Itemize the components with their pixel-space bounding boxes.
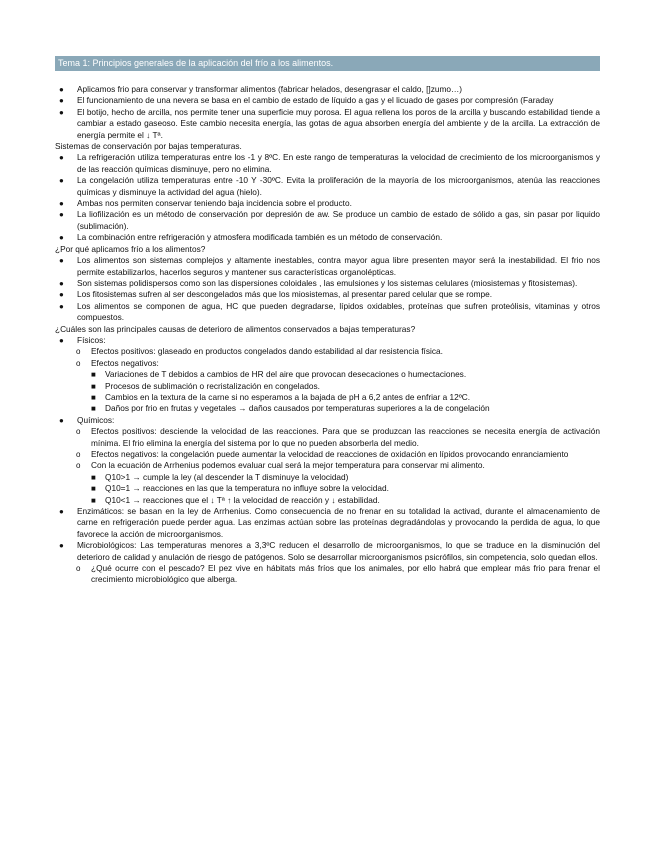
line-text: Aplicamos frio para conservar y transformar alimentos (fabricar helados, desengrasar el caldo, []zumo…) (77, 84, 463, 94)
line-text: Efectos negativos: la congelación puede aumentar la velocidad de reacciones de oxidación en lípidos provocando enranciamiento (91, 449, 569, 459)
line-text: Sistemas de conservación por bajas temperaturas. (55, 141, 242, 152)
bullet-marker: o (76, 347, 81, 357)
line-text: Microbiológicos: Las temperaturas menores a 3,3ºC reducen el desarrollo de microorganismos, lo que se traduce en la disminución del deterioro de calidad y anulación de riesgo de patógenos. Solo se desarrollar microorganismos psicrófilos, sin competencia, solo quedan ellos. (77, 540, 600, 562)
line-text: La combinación entre refrigeración y atmosfera modificada también es un método de conservación. (77, 232, 443, 243)
sub-bullet-item (55, 426, 600, 449)
bullet-marker: ■ (91, 370, 96, 380)
bullet-marker: ● (59, 290, 64, 300)
sub-bullet-item (55, 563, 600, 586)
line-text: Procesos de sublimación o recristalización en congelados. (105, 380, 320, 391)
bullet-marker: ● (59, 507, 64, 517)
bullet-marker: ● (59, 85, 64, 94)
line-text: Los alimentos se componen de agua, HC que pueden degradarse, lípidos oxidables, proteínas que sufren proteólisis, vitaminas y otros compuestos. (77, 300, 600, 323)
sub-bullet-item (55, 358, 600, 369)
bullet-item (55, 175, 600, 198)
bullet-marker: ● (59, 278, 64, 288)
bullet-item (55, 255, 600, 278)
line-text: Cambios en la textura de la carne si no esperamos a la bajada de pH a 6,2 antes de enfriar a 12ºC. (105, 391, 471, 402)
line-text: Efectos negativos: (91, 357, 159, 368)
bullet-item (55, 335, 600, 346)
bullet-marker: ● (59, 107, 64, 117)
line-text: Con la ecuación de Arrhenius podemos evaluar cual será la mejor temperatura para conservar mi alimento. (91, 460, 485, 471)
line-text: ¿Cuáles son las principales causas de deterioro de alimentos conservados a bajas temperaturas? (55, 323, 416, 334)
bullet-marker: ■ (91, 404, 96, 414)
section-heading (55, 244, 600, 255)
bullet-marker: o (76, 450, 81, 459)
sub-sub-bullet-item (55, 369, 600, 380)
bullet-marker: ■ (91, 484, 96, 494)
line-text: Ambas nos permiten conservar teniendo baja incidencia sobre el producto. (77, 198, 352, 209)
bullet-marker: ● (59, 301, 64, 311)
line-text: Q10>1 → cumple la ley (al descender la T disminuye la velocidad) (105, 471, 349, 482)
bullet-marker: ● (59, 96, 64, 106)
sub-sub-bullet-item (55, 495, 600, 506)
bullet-marker: ● (59, 256, 64, 266)
line-text: Enzimáticos: se basan en la ley de Arrhenius. Como consecuencia de no frenar en su totalidad la activad, durante el almacenamiento de carne en refrigeración puede perder agua. Las enzimas actúan sobre las proteínas degradándolas y provocando la perdida de agua, lo que favorece la acción de microorganismos. (77, 506, 600, 539)
sub-sub-bullet-item (55, 472, 600, 483)
line-text: Los alimentos son sistemas complejos y altamente inestables, contra mayor agua libre presenten mayor será la inestabilidad. El frio nos permite estabilizarlos, hacerlos seguros y mantener sus características organolépticas. (77, 255, 600, 277)
bullet-item (55, 232, 600, 243)
line-text: La liofilización es un método de conservación por depresión de aw. Se produce un cambio de estado de sólido a gas, sin pasar por liquido (sublimación). (77, 209, 600, 231)
line-text: El botijo, hecho de arcilla, nos permite tener una superficie muy porosa. El agua rellena los poros de la arcilla y buscando estabilidad tiende a cambiar a estado gaseoso. Este cambio necesita energía, las gotas de agua absorben energía del ambiente y de la arcilla. La extracción de energía permite el ↓ Tª. (77, 106, 600, 140)
bullet-marker: ● (59, 176, 64, 186)
line-text: El funcionamiento de una nevera se basa en el cambio de estado de líquido a gas y el licuado de gases por compresión (Faraday (77, 95, 554, 106)
bullet-marker: ● (59, 199, 64, 209)
bullet-item (55, 289, 600, 300)
line-text: Q10=1 → reacciones en las que la temperatura no influye sobre la velocidad. (105, 483, 389, 494)
bullet-marker: ● (59, 335, 64, 345)
bullet-item (55, 209, 600, 232)
line-text: La congelación utiliza temperaturas entre -10 Y -30ºC. Evita la proliferación de la mayoría de los microorganismos, atenúa las reacciones químicas y disminuye la actividad del agua (hielo). (77, 175, 600, 197)
section-heading (55, 141, 600, 152)
line-text: Son sistemas polidispersos como son las dispersiones coloidales , las emulsiones y los sistemas celulares (miosistemas y fitosistemas). (77, 277, 578, 288)
line-text: Variaciones de T debidos a cambios de HR del aire que provocan desecaciones o humectaciones. (105, 369, 467, 380)
line-text: Daños por frio en frutas y vegetales → daños causados por temperaturas superiores a la de congelación (105, 403, 490, 414)
bullet-marker: ● (59, 210, 64, 220)
line-text: La refrigeración utiliza temperaturas entre los -1 y 8ºC. En este rango de temperaturas la velocidad de crecimiento de los microorganismos y de las reacción químicas disminuye, pero no elimina. (77, 152, 600, 174)
bullet-item (55, 278, 600, 289)
bullet-marker: ■ (91, 472, 96, 482)
bullet-item (55, 301, 600, 324)
bullet-marker: ● (59, 153, 64, 163)
sub-bullet-item (55, 346, 600, 357)
line-text: Físicos: (77, 334, 106, 345)
bullet-item (55, 107, 600, 141)
line-text: Químicos: (77, 414, 115, 425)
line-text: Los fitosistemas sufren al ser descongelados más que los miosistemas, al presentar pared celular que se rompe. (77, 289, 493, 300)
bullet-marker: ● (59, 541, 64, 551)
bullet-item (55, 198, 600, 209)
line-text: ¿Por qué aplicamos frío a los alimentos? (55, 243, 206, 254)
line-text: ¿Qué ocurre con el pescado? El pez vive en hábitats más fríos que los animales, por ello habrá que emplear más frio para frenar el crecimiento microbiológico que alberga. (91, 563, 600, 585)
bullet-item (55, 506, 600, 540)
bullet-item (55, 95, 600, 106)
bullet-marker: o (76, 461, 81, 471)
sub-sub-bullet-item (55, 483, 600, 494)
line-text: Efectos positivos: glaseado en productos congelados dando estabilidad al dar resistencia física. (91, 346, 443, 357)
sub-sub-bullet-item (55, 392, 600, 403)
bullet-marker: ■ (91, 392, 96, 402)
sub-sub-bullet-item (55, 403, 600, 414)
bullet-marker: o (76, 427, 81, 437)
bullet-marker: ● (59, 233, 64, 243)
bullet-item (55, 415, 600, 426)
bullet-marker: ● (59, 415, 64, 425)
line-text: Q10<1 → reacciones que el ↓ Tª ↑ la velocidad de reacción y ↓ estabilidad. (105, 494, 380, 505)
document-body (55, 84, 600, 586)
bullet-marker: o (76, 564, 81, 574)
sub-bullet-item (55, 449, 600, 460)
bullet-item (55, 84, 600, 95)
bullet-item (55, 540, 600, 563)
line-text: Efectos positivos: desciende la velocidad de las reacciones. Para que se produzcan las reacciones se necesita energía de activación mínima. El frio elimina la energía del sistema por lo que no pueden absorberla del medio. (91, 426, 600, 448)
bullet-item (55, 152, 600, 175)
section-heading (55, 324, 600, 335)
bullet-marker: ■ (91, 495, 96, 505)
section-title: Tema 1: Principios generales de la aplicación del frío a los alimentos. (55, 56, 600, 71)
sub-sub-bullet-item (55, 381, 600, 392)
bullet-marker: o (76, 358, 81, 368)
sub-bullet-item (55, 460, 600, 471)
bullet-marker: ■ (91, 381, 96, 391)
